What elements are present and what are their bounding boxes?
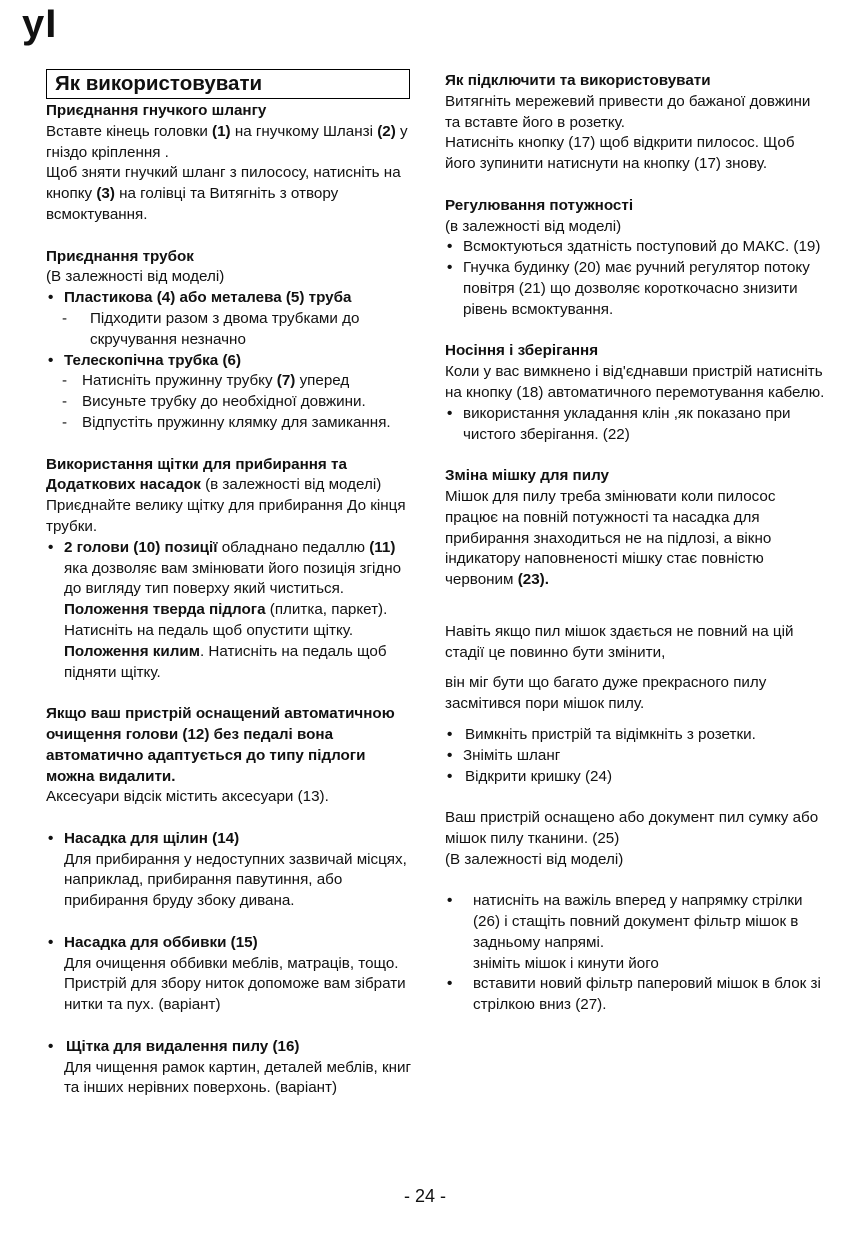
telescopic-step-3: - Відпустіть пружинну клямку для замикання. [46,413,414,434]
dustbag-paragraph-2: Навіть якщо пил мішок здається не повний на цій стадії це повинно бути змінити, [445,622,794,661]
connect-heading: Як підключити та використовувати [445,72,711,89]
hose-paragraph-2: Щоб зняти гнучкий шланг з пилососу, натисніть на кнопку (3) на голівці та Витягніть з отвору всмоктування. [46,164,401,223]
dustbag-step-3: • Відкрити кришку (24) [445,767,825,788]
telescopic-tube-item: • Телескопічна трубка (6) [46,351,414,372]
dustbag-replace-item-1: • натисніть на важіль вперед у напрямку стрілки (26) і стащіть повний документ фільтр мішок в задньому напрямі. зніміть мішок і кинути його [445,891,825,974]
dustbag-step-1: • Вимкніть пристрій та відімкніть з розетки. [445,725,825,746]
auto-head-heading: Якщо ваш пристрій оснащений автоматичною очищення голови (12) без педалі вона автоматично адаптується до типу підлоги можна видалити. [46,705,395,785]
power-model-note: (в залежності від моделі) [445,217,622,235]
right-column [445,71,825,1016]
dustbag-replace-item-2: • вставити новий фільтр паперовий мішок в блок зі стрілкою вниз (27). [445,974,825,1016]
two-position-head-item: • 2 голови (10) позиції обладнано педаллю (11) яка дозволяє вам змінювати його позиція згідно до вигляду тип поверху який чиститься. Положення тверда підлога (плитка, паркет). Натисніть на педаль щоб опустити щітку. Положення килим. Натисніть на педаль щоб підняти щітку. [46,538,414,684]
tubes-model-note: (В залежності від моделі) [46,268,225,286]
dustbag-heading: Зміна мішку для пилу [445,467,609,485]
dusting-brush-text: Для чищення рамок картин, деталей меблів, книг та інших нерівних поверхонь. (варіант) [64,1058,412,1097]
page-number: - 24 - [403,1186,446,1206]
dustbag-model-note: (В залежності від моделі) [445,850,624,868]
brush-heading: Використання щітки для прибирання та Додаткових насадок (в залежності від моделі) [46,455,382,494]
crevice-tool-text: Для прибирання у недоступних зазвичай місцях, наприклад, прибирання павутиння, або прибирання бруду збоку дивана. [64,850,407,910]
language-tag: yI [22,2,58,46]
power-item-2: • Гнучка будинку (20) має ручний регулятор потоку повітря (21) що дозволяє короткочасно знизити рівень всмоктування. [445,258,825,320]
plastic-tube-detail: - Підходити разом з двома трубками до скручування незначно [46,309,414,351]
dustbag-paragraph-4: Ваш пристрій оснащено або документ пил сумку або мішок пилу тканини. (25) [445,809,819,847]
left-column [46,69,414,1099]
crevice-tool-heading: • Насадка для щілин (14) [46,829,414,850]
power-item-1: • Всмоктуються здатність поступовий до МАКС. (19) [445,237,825,258]
power-heading: Регулювання потужності [445,196,634,214]
telescopic-step-1: - Натисніть пружинну трубку (7) уперед [46,371,414,392]
plastic-tube-item: • Пластикова (4) або металева (5) труба [46,288,414,309]
section-title: Як використовувати [46,69,410,99]
dustbag-paragraph-1: Мішок для пилу треба змінювати коли пилосос працює на повній потужності та насадка для прибирання знаходиться не на підлозі, а вікно індикатору наповненості мішку стає повністю червоним (23). [445,487,776,589]
telescopic-step-2: - Висуньте трубку до необхідної довжини. [46,392,414,413]
hose-paragraph-1: Вставте кінець головки (1) на гнучкому Шланзі (2) у гніздо кріплення . [46,122,408,161]
dustbag-paragraph-3: він міг бути що багато дуже прекрасного пилу засмітився пори мішок пилу. [445,674,767,713]
connect-paragraph-1: Витягніть мережевий привести до бажаної довжини та вставте його в розетку. [445,92,811,131]
hose-heading: Приєднання гнучкого шлангу [46,102,267,119]
upholstery-tool-text-2: Пристрій для збору ниток допоможе вам зібрати нитки та пух. (варіант) [64,975,406,1014]
dustbag-step-2: • Зніміть шланг [445,746,825,767]
storage-item-1: • використання укладання клін ,як показано при чистого зберігання. (22) [445,404,825,446]
storage-heading: Носіння і зберігання [445,342,599,360]
upholstery-tool-heading: • Насадка для оббивки (15) [46,933,414,954]
accessories-paragraph: Аксесуари відсік містить аксесуари (13). [46,788,329,806]
tubes-heading: Приєднання трубок [46,247,194,265]
brush-paragraph: Приєднайте велику щітку для прибирання До кінця трубки. [46,497,406,535]
dusting-brush-heading: • Щітка для видалення пилу (16) [46,1037,414,1058]
connect-paragraph-2: Натисніть кнопку (17) щоб відкрити пилосос. Щоб його зупинити натиснути на кнопку (17) знову. [445,134,795,173]
upholstery-tool-text-1: Для очищення оббивки меблів, матраців, тощо. [64,954,399,972]
storage-paragraph: Коли у вас вимкнено і від'єднавши пристрій натисніть на кнопку (18) автоматичного перемотування кабелю. [445,363,825,401]
